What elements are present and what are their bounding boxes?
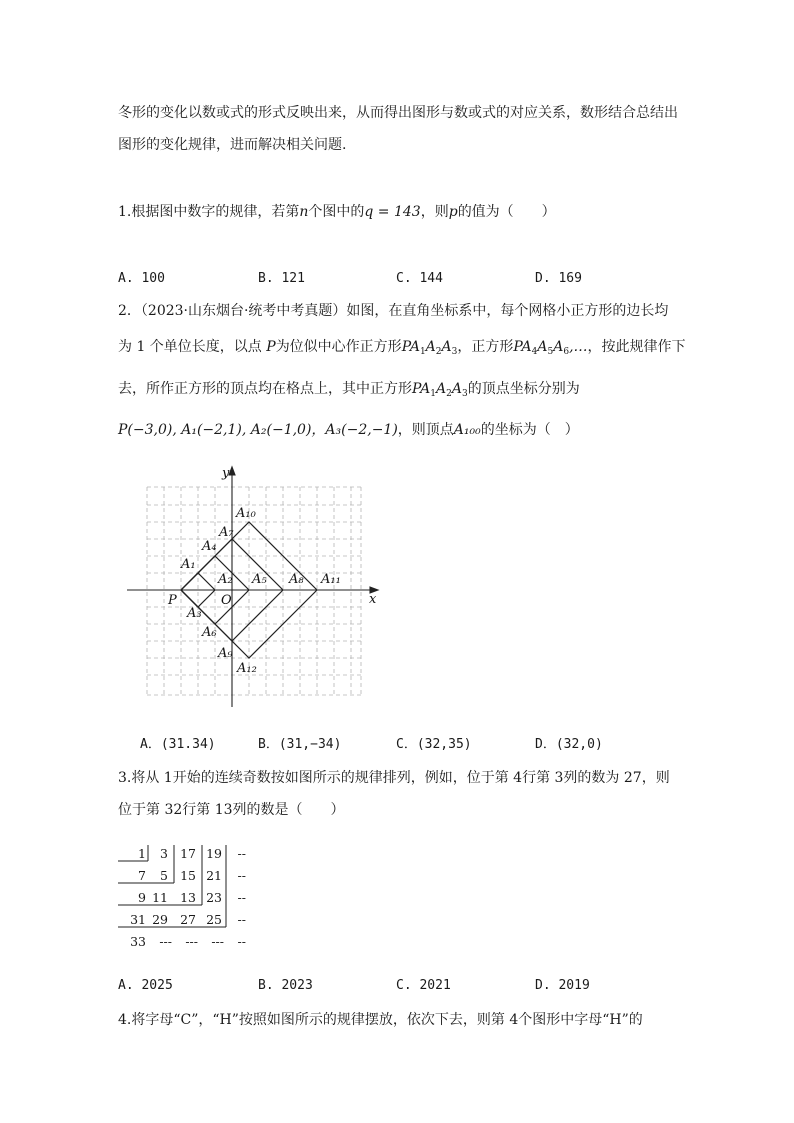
table-cell: 19	[206, 846, 222, 861]
table-cell: 7	[138, 868, 146, 883]
vertex-a2-label: A₂	[218, 572, 233, 587]
table-cell: 27	[180, 912, 196, 927]
table-cell: ---	[185, 934, 198, 949]
q2-option-b: B．(31,−34)	[258, 737, 342, 752]
q2-line-3: 去，所作正方形的顶点均在格点上，其中正方形$PA_1A_2A_3$的顶点坐标分别为	[118, 381, 580, 399]
q1-stem: 1.根据图中数字的规律，若第n个图中的q = 143，则p的值为（ ）	[118, 204, 556, 220]
table-cell: 33	[130, 934, 146, 949]
table-cell: ---	[159, 934, 172, 949]
vertex-a5-label: A₅	[252, 572, 267, 587]
vertex-a4-label: A₄	[202, 539, 217, 554]
table-cell: 9	[138, 890, 146, 905]
table-cell: 25	[206, 912, 222, 927]
vertex-a6-label: A₆	[202, 625, 217, 640]
vertex-a10-label: A₁₀	[236, 506, 256, 521]
origin-label: O	[221, 593, 232, 608]
point-p-label: P	[168, 593, 177, 608]
table-cell: 1	[138, 846, 146, 861]
q2-line-2: 为 1 个单位长度，以点 P为位似中心作正方形$PA_1A_2A_3$，正方形$PA_4A_5A_6,\dots$，按此规律作下	[118, 339, 686, 357]
vertex-a1-label: A₁	[181, 557, 196, 572]
table-cell: 11	[152, 890, 168, 905]
intro-line-2: 图形的变化规律，进而解决相关问题.	[118, 137, 347, 153]
table-cell: 13	[180, 890, 196, 905]
q2-line-1: 2．（2023·山东烟台·统考中考真题）如图，在直角坐标系中，每个网格小正方形的边长均	[118, 303, 669, 319]
q3-option-c: C. 2021	[396, 978, 451, 993]
table-cell: 15	[180, 868, 196, 883]
table-cell: --	[237, 890, 246, 905]
vertex-a12-label: A₁₂	[237, 661, 257, 676]
q1-option-a: A. 100	[118, 271, 165, 286]
vertex-a9-label: A₉	[218, 646, 233, 661]
table-cell: 17	[180, 846, 196, 861]
q1-option-d: D. 169	[535, 271, 582, 286]
table-cell: --	[237, 912, 246, 927]
q2-coordinate-figure	[120, 462, 382, 708]
q2-line-4: P(−3,0), A₁(−2,1), A₂(−1,0)，A₃(−2,−1)，则顶点A₁₀₀的坐标为（ ）	[118, 422, 579, 438]
table-cell: 5	[160, 868, 168, 883]
table-cell: 29	[152, 912, 168, 927]
table-cell: --	[237, 868, 246, 883]
q3-option-a: A. 2025	[118, 978, 173, 993]
q2-option-d: D．(32,0)	[535, 737, 603, 752]
table-cell: 31	[130, 912, 146, 927]
y-axis-label: y	[222, 466, 230, 481]
q2-vertex-coordinates: P(−3,0), A₁(−2,1), A₂(−1,0)，A₃(−2,−1)	[118, 422, 398, 438]
q3-line-1: 3.将从 1开始的连续奇数按如图所示的规律排列，例如，位于第 4行第 3列的数为 27，则	[118, 770, 670, 786]
vertex-a3-label: A₃	[187, 606, 202, 621]
table-cell: --	[237, 934, 246, 949]
q2-option-a: A．(31.34)	[140, 737, 216, 752]
intro-line-1: 冬形的变化以数或式的形式反映出来，从而得出图形与数或式的对应关系，数形结合总结出	[118, 105, 678, 121]
vertex-a8-label: A₈	[289, 572, 304, 587]
table-cell: 21	[206, 868, 222, 883]
q2-option-c: C．(32,35)	[396, 737, 472, 752]
table-cell: 23	[206, 890, 222, 905]
x-axis-label: x	[369, 592, 377, 607]
q3-option-b: B. 2023	[258, 978, 313, 993]
q4-line-1: 4.将字母“C”，“H”按照如图所示的规律摆放，依次下去，则第 4个图形中字母“H”的	[118, 1012, 643, 1028]
vertex-a11-label: A₁₁	[321, 572, 341, 587]
table-cell: 3	[160, 846, 168, 861]
q3-line-2: 位于第 32行第 13列的数是（ ）	[118, 802, 345, 818]
vertex-a7-label: A₇	[219, 525, 234, 540]
q3-number-table	[118, 842, 258, 952]
q1-option-b: B. 121	[258, 271, 305, 286]
q3-option-d: D. 2019	[535, 978, 590, 993]
table-cell: --	[237, 846, 246, 861]
table-cell: ---	[211, 934, 224, 949]
q1-option-c: C. 144	[396, 271, 443, 286]
